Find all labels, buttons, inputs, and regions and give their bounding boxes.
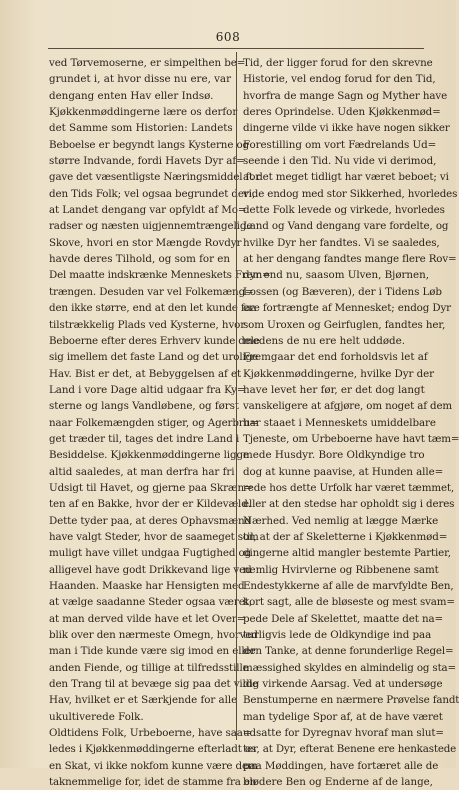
header-rule	[48, 48, 424, 49]
text-line: kort sagt, alle de bløseste og mest svam=	[243, 596, 455, 609]
text-line: man i Tide kunde være sig imod en eller	[49, 645, 256, 658]
text-line: dig virkende Aarsag. Ved at undersøge	[243, 678, 443, 691]
page-number: 608	[215, 30, 241, 44]
text-line: Tid, der ligger forud for den skrevne	[243, 57, 433, 69]
text-line: Land og Vand dengang vare fordelte, og	[243, 220, 449, 233]
text-line: Hav, hvilket er et Særkjende for alle	[49, 694, 238, 707]
text-line: Oldtidens Folk, Urbeboerne, have saa=	[49, 727, 252, 740]
text-line: ere fortrængte af Mennesket; endog Dyr	[243, 302, 451, 315]
text-line: paa Møddingen, have fortæret alle de	[243, 759, 439, 772]
text-line: trængen. Desuden var vel Folkemæng=	[49, 285, 254, 298]
text-line: Dette tyder paa, at deres Ophavsmænd	[49, 514, 252, 527]
text-line: dog at kunne paavise, at Hunden alle=	[243, 465, 444, 478]
text-line: mæssighed skyldes en almindelig og sta=	[243, 661, 457, 674]
text-line: Lossen (og Bæveren), der i Tidens Løb	[243, 285, 442, 298]
text-line: have levet her før, er det dog langt	[243, 383, 425, 396]
text-line: muligt have villet undgaa Fugtighed og	[49, 547, 252, 560]
text-line: at Landet dengang var opfyldt af Mo=	[49, 204, 247, 217]
text-line: det Samme som Historien: Landets	[49, 122, 233, 135]
text-line: naar Folkemængden stiger, og Agerbru=	[49, 416, 259, 429]
text-line: en Skat, vi ikke nokfom kunne være dem	[49, 759, 258, 772]
text-line: hvorfra de mange Sagn og Myther have	[243, 89, 448, 102]
text-line: ten af en Bakke, hvor der er Kildevæld.	[49, 498, 251, 511]
text-line: den Tanke, at denne forunderlige Regel=	[243, 645, 454, 658]
text-line: at her dengang fandtes mange flere Rov=	[243, 253, 457, 266]
text-line: alligevel have godt Drikkevand lige ved	[49, 563, 252, 576]
text-line: tilstrækkelig Plads ved Kysterne, hvor	[49, 318, 246, 331]
text-line: at man derved vilde have et let Over=	[49, 612, 246, 625]
text-line: Udsigt til Havet, og gjerne paa Skræn=	[49, 481, 253, 494]
text-line: eller at den stedse har opholdt sig i deres	[243, 498, 455, 511]
text-line: den Tids Folk; vel ogsaa begrundet deri,	[49, 187, 255, 200]
text-line: Fremgaar det end forholdsvis let af	[243, 351, 428, 364]
text-line: man tydelige Spor af, at de have været	[243, 710, 443, 723]
text-line: Haanden. Maaske har Hensigten med	[49, 580, 245, 592]
text-line: Endestykkerne af alle de marvfyldte Ben,	[243, 580, 454, 592]
text-line: større Indvande, fordi Havets Dyr af=	[49, 155, 245, 168]
text-line: Beboelse er begyndt langs Kysterne og	[49, 138, 250, 151]
text-line: blødere Ben og Enderne af de lange,	[243, 776, 433, 789]
text-line: dengang enten Hav eller Indsø.	[49, 89, 214, 102]
text-line: anden Fiende, og tillige at tilfredsstille	[49, 661, 249, 674]
text-line: til, at der af Skeletterne i Kjøkkenmød=	[243, 530, 448, 543]
text-line: deres Oprindelse. Uden Kjøkkenmød=	[243, 106, 441, 119]
text-line: Del maatte indskrænke Menneskets Frem=	[49, 269, 271, 282]
right-text-column	[243, 55, 459, 790]
text-line: Kjøkkenmøddingerne lære os derfor	[49, 106, 238, 119]
text-line: hvilke Dyr her fandtes. Vi se saaledes,	[243, 236, 440, 249]
text-line: pede Dele af Skelettet, maatte det na=	[243, 612, 444, 625]
text-line: sterne og langs Vandløbene, og først	[49, 400, 239, 413]
text-line: ukultiverede Folk.	[49, 710, 144, 723]
text-line: vide endog med stor Sikkerhed, hvorledes	[243, 187, 458, 200]
text-line: medens de nu ere helt uddøde.	[243, 334, 406, 347]
text-line: dette Folk levede og virkede, hvorledes	[243, 204, 445, 217]
text-line: som Uroxen og Geirfuglen, fandtes her,	[243, 318, 446, 331]
text-line: ved Tørvemoserne, er simpelthen be=	[49, 57, 246, 69]
text-line: Besiddelse. Kjøkkenmøddingerne ligge	[49, 449, 249, 462]
text-line: Benstumperne en nærmere Prøvelse fandt	[243, 694, 459, 707]
text-line: have valgt Steder, hvor de saameget som	[49, 530, 259, 543]
text-line: udsatte for Dyregnav hvoraf man slut=	[243, 727, 444, 740]
text-line: dyr end nu, saasom Ulven, Bjørnen,	[243, 269, 429, 282]
text-line: har staaet i Menneskets umiddelbare	[243, 416, 436, 429]
text-line: Forestilling om vort Fædrelands Ud=	[243, 138, 437, 151]
text-line: at vælge saadanne Steder ogsaa været,	[49, 596, 252, 609]
text-line: Historie, vel endog forud for den Tid,	[243, 73, 436, 86]
text-line: den ikke større, end at den let kunde faa	[49, 302, 257, 315]
column-divider	[236, 52, 237, 740]
text-line: Hav. Bist er det, at Bebyggelsen af et	[49, 367, 242, 380]
text-line: grundet i, at hvor disse nu ere, var	[49, 73, 231, 86]
text-line: blik over den nærmeste Omegn, hvorved	[49, 629, 258, 642]
text-line: Tjeneste, om Urbeboerne have havt tæm=	[243, 432, 459, 445]
text-line: ledes i Kjøkkenmøddingerne efterladt os	[49, 743, 257, 756]
text-line: sig imellem det faste Land og det urolige	[49, 351, 259, 364]
text-line: Land i vore Dage altid udgaar fra Ky=	[49, 383, 246, 396]
text-line: dingerne altid mangler bestemte Partier,	[243, 547, 451, 560]
text-line: seende i den Tid. Nu vide vi derimod,	[243, 155, 437, 168]
text-line: havde deres Tilhold, og som for en	[49, 253, 231, 266]
text-line: radser og næsten uigjennemtrængelige	[49, 220, 253, 233]
text-line: mede Husdyr. Bore Oldkyndige tro	[243, 449, 425, 462]
text-line: gave det væsentligste Næringsmiddel for	[49, 171, 261, 184]
left-text-column	[49, 55, 271, 790]
text-line: Nærhed. Ved nemlig at lægge Mærke	[243, 514, 439, 527]
text-line: at det meget tidligt har været beboet; vi	[243, 171, 449, 184]
text-line: get træder til, tages det indre Land i	[49, 432, 240, 445]
text-line: rede hos dette Urfolk har været tæmmet,	[243, 481, 454, 494]
text-line: nemlig Hvirvlerne og Ribbenene samt	[243, 563, 439, 576]
text-line: turligvis lede de Oldkyndige ind paa	[243, 629, 432, 642]
text-line: den Trang til at bevæge sig paa det vilde	[49, 678, 259, 691]
text-line: taknemmelige for, idet de stamme fra en	[49, 776, 257, 789]
text-line: Kjøkkenmøddingerne, hvilke Dyr der	[243, 367, 435, 380]
text-line: ter, at Dyr, efterat Benene ere henkastede	[243, 743, 457, 756]
text-line: altid saaledes, at man derfra har fri	[49, 465, 235, 478]
text-line: dingerne vilde vi ikke have nogen sikker	[243, 122, 450, 135]
text-line: Skove, hvori en stor Mængde Rovdyr	[49, 236, 242, 249]
text-line: Beboerne efter deres Erhverv kunde dele	[49, 334, 260, 347]
text-line: vanskeligere at afgjøre, om noget af dem	[243, 400, 453, 413]
